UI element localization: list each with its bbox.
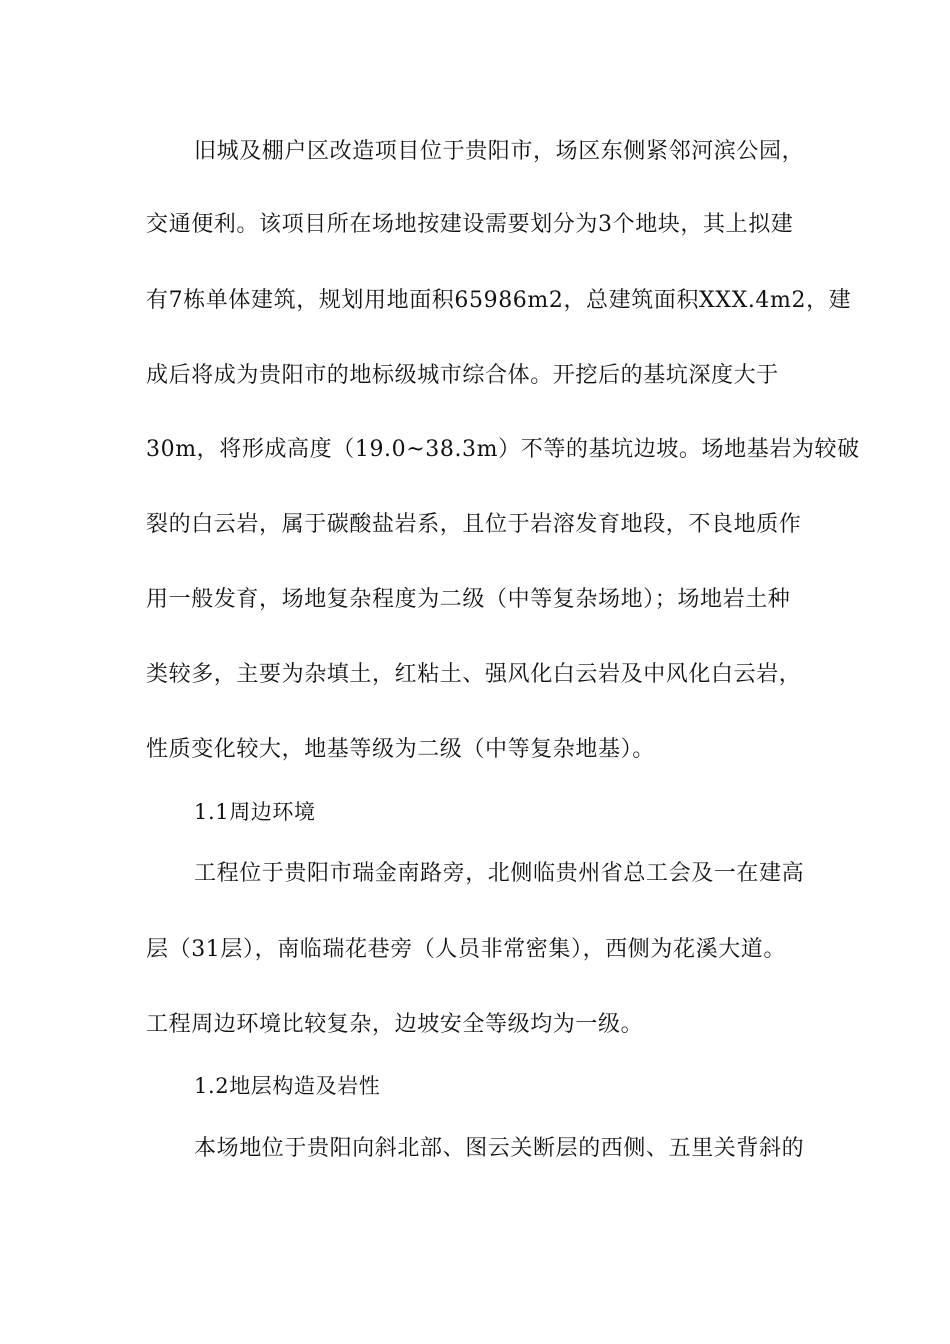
section-heading-1-2: 1.2地层构造及岩性	[194, 1074, 381, 1098]
intro-line-7: 用一般发育，场地复杂程度为二级（中等复杂场地）；场地岩土种	[146, 587, 791, 612]
section-1-2-line-1: 本场地位于贵阳向斜北部、图云关断层的西侧、五里关背斜的	[194, 1136, 805, 1161]
intro-line-3: 有7栋单体建筑，规划用地面积65986m2，总建筑面积XXX.4m2，建	[146, 288, 852, 313]
section-1-1-line-2: 层（31层），南临瑞花巷旁（人员非常密集），西侧为花溪大道。	[146, 937, 786, 962]
intro-line-2: 交通便利。该项目所在场地按建设需要划分为3个地块，其上拟建	[146, 212, 794, 237]
section-1-1-line-1: 工程位于贵阳市瑞金南路旁，北侧临贵州省总工会及一在建高	[194, 861, 805, 886]
section-1-1-line-3: 工程周边环境比较复杂，边坡安全等级均为一级。	[146, 1012, 644, 1037]
section-heading-1-1: 1.1周边环境	[194, 800, 316, 824]
intro-line-9: 性质变化较大，地基等级为二级（中等复杂地基）。	[146, 737, 655, 762]
intro-line-4: 成后将成为贵阳市的地标级城市综合体。开挖后的基坑深度大于	[146, 363, 779, 388]
intro-line-6: 裂的白云岩，属于碳酸盐岩系，且位于岩溶发育地段，不良地质作	[146, 512, 802, 537]
intro-line-8: 类较多，主要为杂填土，红粘土、强风化白云岩及中风化白云岩，	[146, 662, 802, 687]
intro-line-1: 旧城及棚户区改造项目位于贵阳市，场区东侧紧邻河滨公园，	[194, 139, 805, 164]
intro-line-5: 30m，将形成高度（19.0~38.3m）不等的基坑边坡。场地基岩为较破	[146, 437, 860, 462]
